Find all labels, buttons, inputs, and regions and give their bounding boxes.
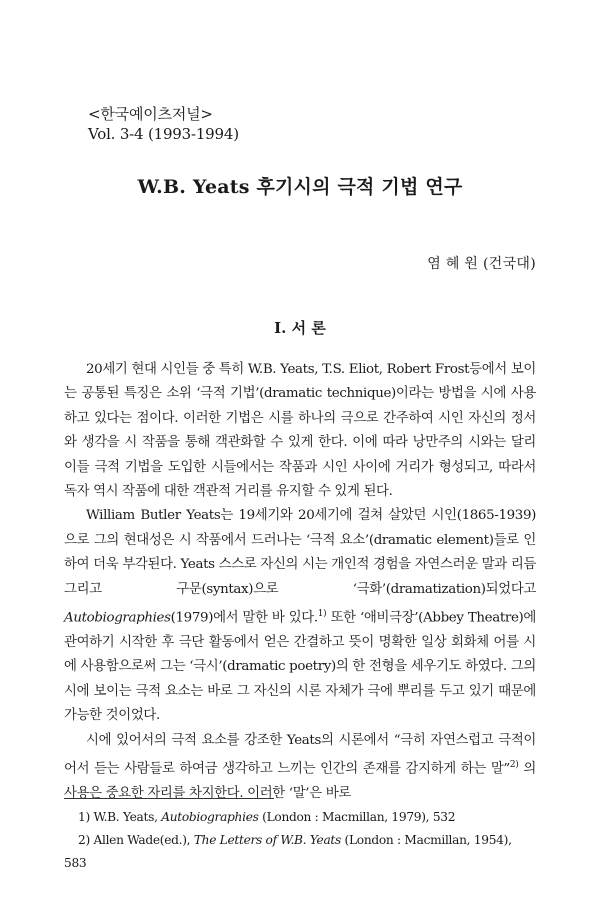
footnote-2-pre: 2) Allen Wade(ed.), <box>78 833 194 847</box>
paragraph-3-text-a: 시에 있어서의 극적 요소를 강조한 Yeats의 시론에서 “극히 자연스럽고 극적이어서 듣는 사람들로 하여금 생각하고 느끼는 인간의 존재를 감지하게 하는 말” <box>64 732 536 777</box>
paper-title: W.B. Yeats 후기시의 극적 기법 연구 <box>137 176 463 198</box>
journal-header <box>88 104 239 144</box>
paragraph-2-text-b: (1979)에서 말한 바 있다. <box>170 610 318 626</box>
footnote-2 <box>64 829 536 852</box>
paragraph-2-italic-title: Autobiographies <box>64 610 171 626</box>
footnote-2-title: The Letters of W.B. Yeats <box>193 833 341 847</box>
journal-name: <한국예이츠저널> <box>88 105 213 123</box>
footnote-1-pre: 1) W.B. Yeats, <box>78 810 162 824</box>
footnote-1-title: Autobiographies <box>161 810 259 824</box>
paragraph-2 <box>64 504 536 728</box>
section-heading: I. 서 론 <box>274 319 326 337</box>
footnote-1 <box>64 806 536 829</box>
footnote-2-page: 583 <box>64 856 87 870</box>
footnote-2-post: (London : Macmillan, 1954), <box>340 833 512 847</box>
body-text <box>64 358 536 806</box>
paragraph-1: 20세기 현대 시인들 중 특히 W.B. Yeats, T.S. Eliot, Robert Frost등에서 보이는 공통된 특징은 소위 ‘극적 기법’(dramatic technique)이라는 방법을 시에 사용하고 있다는 점이다. 이러한 기법은 시를 하나의 극으로 간주하여 시인 자신의 정서와 생각을 시 작품을 통해 객관화할 수 있게 한다. 이에 따라 낭만주의 시와는 달리 이들 극적 기법을 도입한 시들에서는 작품과 시인 사이에 거리가 형성되고, 따라서 독자 역시 작품에 대한 객관적 거리를 유지할 수 있게 된다. <box>64 362 536 500</box>
footnote-divider <box>64 798 274 799</box>
author-line: 염 혜 원 (건국대) <box>427 256 536 272</box>
footnote-ref-1[interactable]: 1) <box>317 609 327 620</box>
paragraph-2-text-c: 또한 ‘애비극장’(Abbey Theatre)에 관여하기 시작한 후 극단 활동에서 얻은 간결하고 뜻이 명확한 일상 회화체 어를 시에 사용함으로써 그는 ‘극시’(dramatic poetry)의 한 전형을 세우기도 하였다. 그의 시에 보이는 극적 요소는 바로 그 자신의 시론 자체가 극에 뿌리를 두고 있기 때문에 가능한 것이었다. <box>64 610 536 724</box>
footnotes <box>64 806 536 875</box>
journal-volume: Vol. 3-4 (1993-1994) <box>88 125 239 143</box>
paragraph-3 <box>64 729 536 807</box>
footnote-ref-2[interactable]: 2) <box>509 759 519 770</box>
footnote-1-post: (London : Macmillan, 1979), 532 <box>258 810 456 824</box>
paragraph-2-text-a: William Butler Yeats는 19세기와 20세기에 걸쳐 살았던 시인(1865-1939)으로 그의 현대성은 시 작품에서 드러나는 ‘극적 요소’(dramatic element)들로 인하여 더욱 부각된다. Yeats 스스로 자신의 시는 개인적 경험을 자연스러운 말과 리듬 그리고 구문(syntax)으로 ‘극화’(dramatization)되었다고 <box>64 508 536 597</box>
paragraph-3-text-b: 의 사용은 중요한 자리를 차지한다. 이러한 ‘말’은 바로 <box>64 761 536 801</box>
